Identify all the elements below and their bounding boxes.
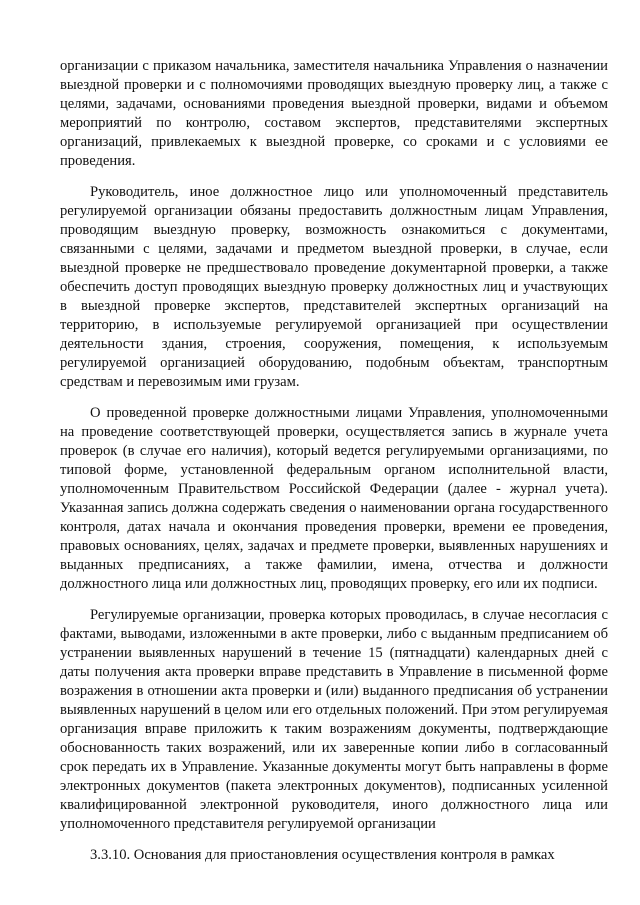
document-body: [60, 57, 608, 877]
paragraph-section-3-3-10: 3.3.10. Основания для приостановления осуществления контроля в рамках: [90, 847, 555, 863]
paragraph-inspection-familiarization: организации с приказом начальника, заместителя начальника Управления о назначении выездной проверки и с полномочиями проводящих выездную проверку лиц, а также с целями, задачами, основаниями проведения выездной проверки, видами и объемом мероприятий по контролю, составом экспертов, представителями экспертных организаций, привлекаемых к выездной проверке, со сроками и с условиями ее проведения.: [60, 58, 608, 169]
paragraph-inspection-log: О проведенной проверке должностными лицами Управления, уполномоченными на проведение соответствующей проверки, осуществляется запись в журнале учета проверок (в случае его наличия), который ведется регулируемыми организациями, по типовой форме, установленной федеральным органом исполнительной власти, уполномоченным Правительством Российской Федерации (далее - журнал учета). Указанная запись должна содержать сведения о наименовании органа государственного контроля, датах начала и окончания проведения проверки, времени ее проведения, правовых основаниях, целях, задачах и предмете проверки, выявленных нарушениях и выданных предписаниях, а также фамилии, имена, отчества и должности должностного лица или должностных лиц, проводящих проверку, его или их подписи.: [60, 405, 608, 592]
paragraph-objections: Регулируемые организации, проверка которых проводилась, в случае несогласия с фактами, выводами, изложенными в акте проверки, либо с выданным предписанием об устранении выявленных нарушений в течение 15 (пятнадцати) календарных дней с даты получения акта проверки вправе представить в Управление в письменной форме возражения в отношении акта проверки и (или) выданного предписания об устранении выявленных нарушений в целом или его отдельных положений. При этом регулируемая организация вправе приложить к таким возражениям документы, подтверждающие обоснованность таких возражений, или их заверенные копии либо в согласованный срок передать их в Управление. Указанные документы могут быть направлены в форме электронных документов (пакета электронных документов), подписанных усиленной квалифицированной электронной руководителя, иного должностного лица или уполномоченного представителя регулируемой организации: [60, 607, 608, 832]
paragraph-access-obligations: Руководитель, иное должностное лицо или уполномоченный представитель регулируемой организации обязаны предоставить должностным лицам Управления, проводящим выездную проверку, возможность ознакомиться с документами, связанными с целями, задачами и предметом выездной проверки, в случае, если выездной проверке не предшествовало проведение документарной проверки, а также обеспечить доступ проводящих выездную проверку должностных лиц и участвующих в выездной проверке экспертов, представителей экспертных организаций на территорию, в используемые регулируемой организацией при осуществлении деятельности здания, строения, сооружения, помещения, к используемым регулируемой организацией оборудованию, подобным объектам, транспортным средствам и перевозимым ими грузам.: [60, 184, 608, 390]
